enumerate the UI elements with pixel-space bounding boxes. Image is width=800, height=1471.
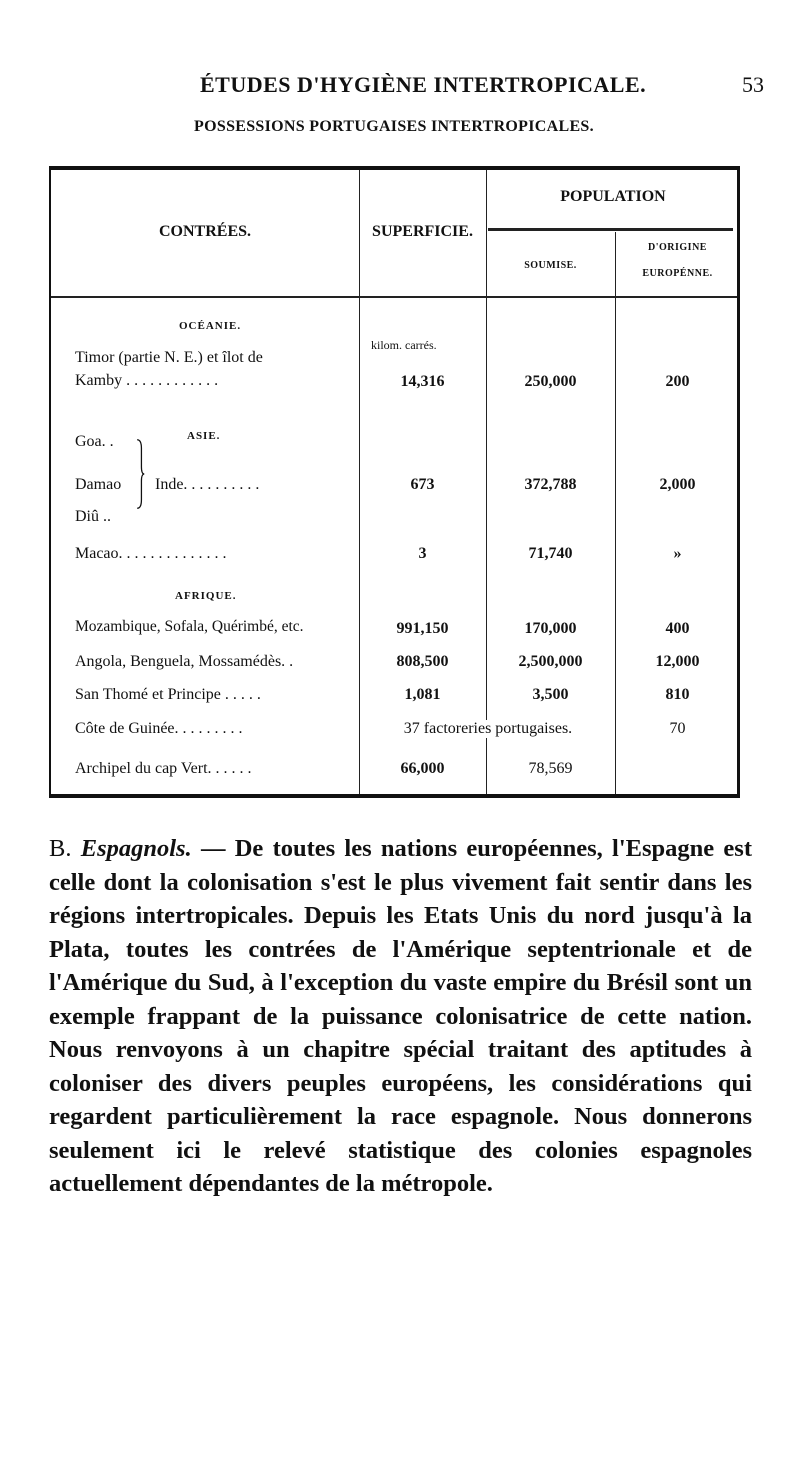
row-guinee-europeenne: 70 <box>669 720 686 737</box>
row-cap-vert-superficie: 66,000 <box>400 760 445 777</box>
row-goa-name: Goa. . <box>75 433 114 450</box>
row-inde-soumise: 372,788 <box>524 476 577 493</box>
row-san-thome-superficie: 1,081 <box>404 686 441 703</box>
section-oceanie: OCÉANIE. <box>179 320 242 332</box>
column-rule <box>615 232 616 794</box>
header-rule <box>488 228 733 231</box>
possessions-table <box>49 166 740 798</box>
body-paragraph <box>49 832 752 1201</box>
row-mozambique-superficie: 991,150 <box>396 620 449 637</box>
table-caption-text: POSSESSIONS PORTUGAISES INTERTROPICALES. <box>194 118 594 135</box>
row-angola-name: Angola, Benguela, Mossamédès. . <box>75 653 294 670</box>
row-mozambique-soumise: 170,000 <box>524 620 577 637</box>
row-timor-europeenne: 200 <box>665 373 690 390</box>
running-title: ÉTUDES D'HYGIÈNE INTERTROPICALE. <box>200 72 647 97</box>
table-caption <box>0 118 800 136</box>
row-timor-soumise: 250,000 <box>524 373 577 390</box>
page-number: 53 <box>742 72 764 97</box>
paragraph-text: — De toutes les nations européennes, l'Espagne est celle dont la colonisation s'est le plus vivement fait sentir dans les régions intertropicales. Depuis les Etats Unis du nord jusqu'à la Plata, toutes les contrées de l'Amérique septentrionale et de l'Amérique du Sud, à l'exception du vaste empire du Brésil sont un exemple frappant de la puissance colonisatrice de cette nation. Nous renvoyons à un chapitre spécial traitant des aptitudes à coloniser des divers peuples européens, les considérations qui regardent particulièrement la race espagnole. Nous donnerons seulement ici le relevé statistique des colonies espagnoles actuellement dépendantes de la métropole. <box>49 835 752 1197</box>
row-mozambique-europeenne: 400 <box>665 620 690 637</box>
row-inde-europeenne: 2,000 <box>659 476 696 493</box>
header-contrees: CONTRÉES. <box>158 223 252 240</box>
row-angola-soumise: 2,500,000 <box>518 653 583 670</box>
header-europeenne: EUROPÉNNE. <box>642 268 713 279</box>
section-title: Espagnols. <box>80 835 192 862</box>
row-angola-europeenne: 12,000 <box>655 653 700 670</box>
row-timor-superficie: 14,316 <box>400 373 445 390</box>
row-san-thome-name: San Thomé et Principe . . . . . <box>75 686 261 703</box>
row-inde-superficie: 673 <box>410 476 435 493</box>
row-macao-name: Macao. . . . . . . . . . . . . . <box>75 545 227 562</box>
row-macao-europeenne: » <box>673 545 682 562</box>
row-macao-soumise: 71,740 <box>528 545 573 562</box>
section-letter: B. <box>49 835 72 862</box>
row-guinee-span: 37 factoreries portugaises. <box>361 720 615 738</box>
row-san-thome-europeenne: 810 <box>665 686 690 703</box>
row-timor-name: Timor (partie N. E.) et îlot de <box>75 349 263 366</box>
brace-icon <box>135 428 145 520</box>
row-cap-vert-name: Archipel du cap Vert. . . . . . <box>75 760 252 777</box>
header-population: POPULATION <box>560 188 666 205</box>
header-rule <box>51 296 737 298</box>
row-guinee-name: Côte de Guinée. . . . . . . . . <box>75 720 243 737</box>
unit-note: kilom. carrés. <box>371 338 437 352</box>
row-macao-superficie: 3 <box>418 545 427 562</box>
row-mozambique-name: Mozambique, Sofala, Quérimbé, etc. <box>75 618 304 635</box>
header-superficie: SUPERFICIE. <box>372 223 473 240</box>
row-timor-name-cont: Kamby . . . . . . . . . . . . <box>75 372 219 389</box>
header-soumise: SOUMISE. <box>524 260 577 271</box>
row-angola-superficie: 808,500 <box>396 653 449 670</box>
section-asie: ASIE. <box>187 430 221 442</box>
row-damao-name: Damao <box>75 476 122 493</box>
header-origine: D'ORIGINE <box>648 242 707 253</box>
row-cap-vert-soumise: 78,569 <box>528 760 573 777</box>
row-inde-label: Inde. . . . . . . . . . <box>155 476 260 493</box>
section-afrique: AFRIQUE. <box>175 590 237 602</box>
row-diu-name: Diû .. <box>75 508 111 525</box>
row-san-thome-soumise: 3,500 <box>532 686 569 703</box>
running-head <box>0 64 800 104</box>
